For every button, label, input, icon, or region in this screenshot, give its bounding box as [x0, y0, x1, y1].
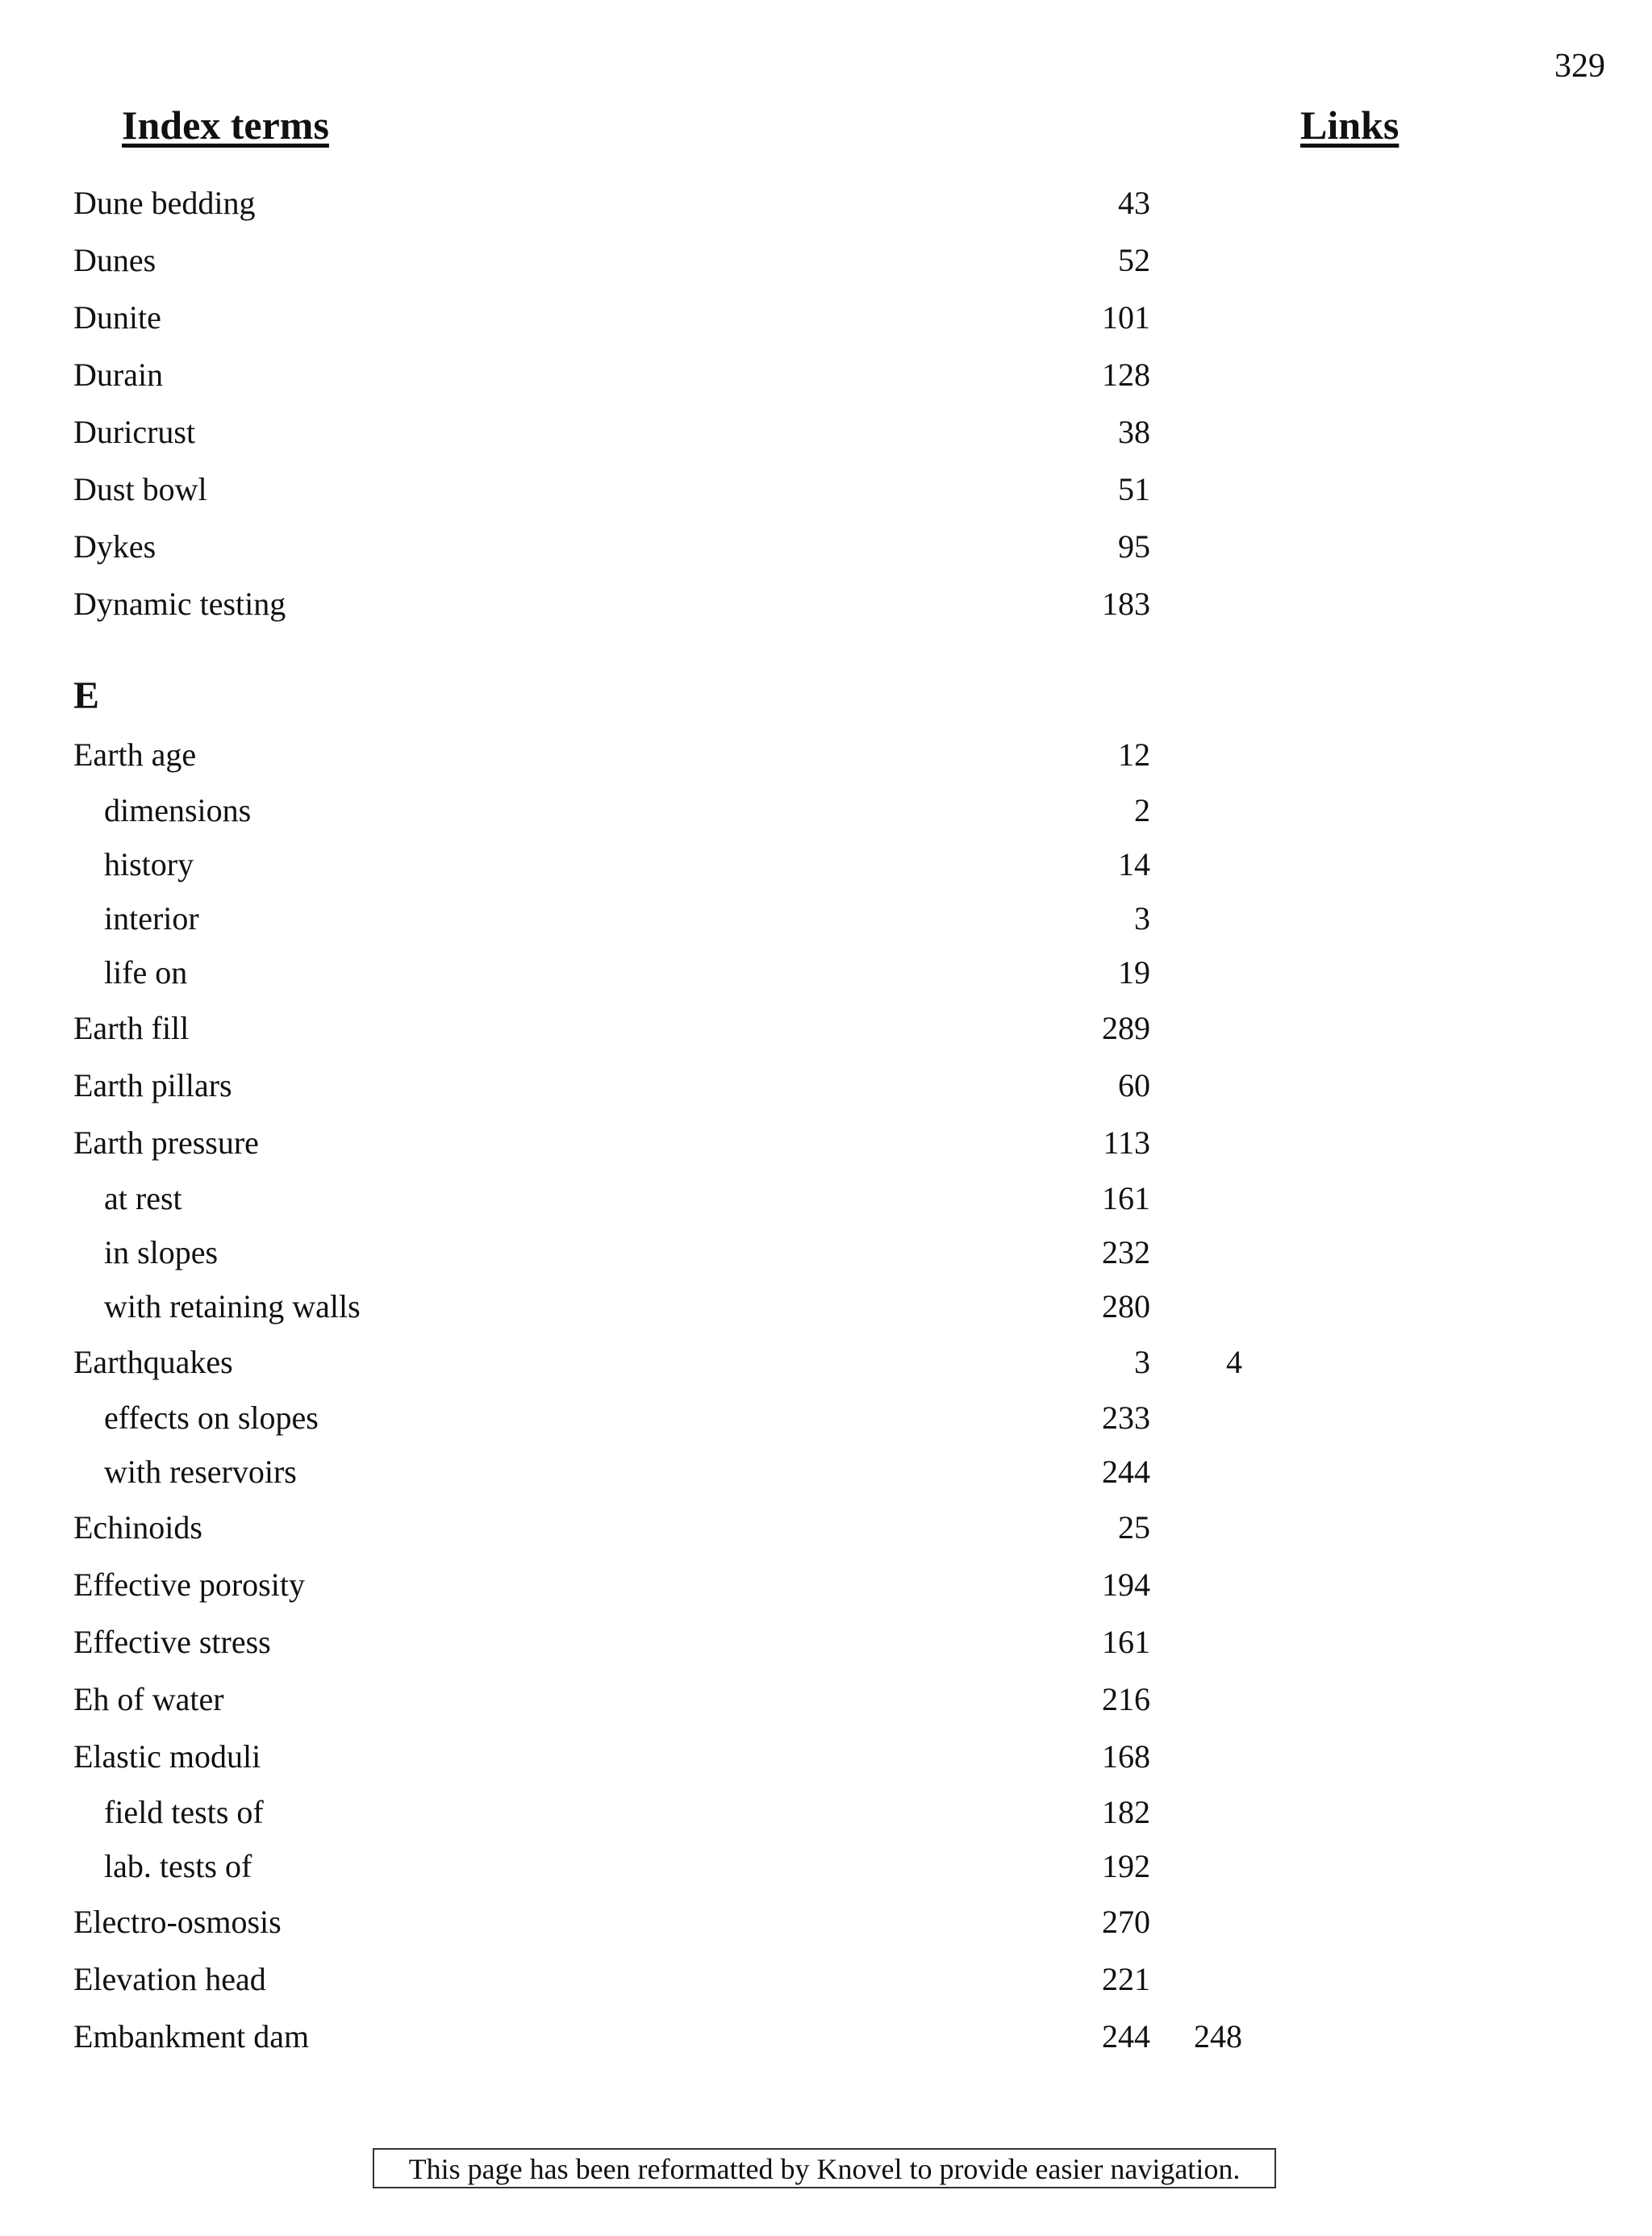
page-link[interactable]: 101: [1102, 299, 1150, 336]
page-link[interactable]: 3: [1134, 1344, 1150, 1380]
index-term: Embankment dam: [73, 2018, 310, 2055]
page-link[interactable]: 244: [1102, 2018, 1150, 2055]
index-subentry: [0, 1225, 1652, 1279]
index-term: Dykes: [73, 528, 156, 565]
index-entry: [0, 174, 1652, 232]
index-entry: [0, 1499, 1652, 1556]
page-link[interactable]: 12: [1118, 736, 1150, 773]
page-link[interactable]: 280: [1102, 1288, 1150, 1324]
index-term: at rest: [104, 1180, 182, 1216]
page-link[interactable]: 232: [1102, 1234, 1150, 1270]
index-term: interior: [104, 900, 199, 937]
index-subentry: [0, 891, 1652, 945]
index-term: Durain: [73, 357, 164, 393]
index-term: Earth age: [73, 736, 197, 773]
index-term: Electro-osmosis: [73, 1904, 282, 1940]
index-subentry: [0, 1279, 1652, 1333]
index-term: Dune bedding: [73, 185, 256, 221]
index-entry: [0, 999, 1652, 1057]
index-entry: [0, 2008, 1652, 2065]
page-link[interactable]: 270: [1102, 1904, 1150, 1940]
page-link[interactable]: 43: [1118, 185, 1150, 221]
index-subentry: [0, 945, 1652, 999]
index-term: Elevation head: [73, 1961, 266, 1997]
page-link[interactable]: 168: [1102, 1738, 1150, 1775]
section-letter-e: E: [73, 674, 100, 717]
index-term: Dunite: [73, 299, 161, 336]
page-link[interactable]: 182: [1102, 1794, 1150, 1830]
page-link[interactable]: 38: [1118, 414, 1150, 450]
index-term: field tests of: [104, 1794, 264, 1830]
index-term: Eh of water: [73, 1681, 224, 1717]
index-term: Dunes: [73, 242, 156, 278]
index-term: dimensions: [104, 792, 252, 828]
index-term: lab. tests of: [104, 1848, 252, 1884]
page-link[interactable]: 244: [1102, 1454, 1150, 1490]
knovel-footer-note: This page has been reformatted by Knovel to provide easier navigation.: [373, 2148, 1276, 2188]
index-terms-header: Index terms: [122, 102, 329, 148]
index-entry: [0, 1950, 1652, 2008]
index-term: Dynamic testing: [73, 586, 286, 622]
index-entry: [0, 346, 1652, 403]
page-link[interactable]: 216: [1102, 1681, 1150, 1717]
page-link[interactable]: 161: [1102, 1180, 1150, 1216]
page-link[interactable]: 2: [1134, 792, 1150, 828]
index-term: life on: [104, 954, 188, 991]
index-subentry: [0, 783, 1652, 837]
index-term: Echinoids: [73, 1509, 202, 1546]
page-link[interactable]: 192: [1102, 1848, 1150, 1884]
index-entry: [0, 1613, 1652, 1671]
page-link[interactable]: 248: [1194, 2018, 1242, 2055]
index-entry: [0, 1728, 1652, 1785]
page-link[interactable]: 289: [1102, 1010, 1150, 1046]
index-term: effects on slopes: [104, 1400, 319, 1436]
page-link[interactable]: 19: [1118, 954, 1150, 991]
index-subentry: [0, 1445, 1652, 1499]
page-link[interactable]: 95: [1118, 528, 1150, 565]
index-subentry: [0, 1785, 1652, 1839]
index-subentry: [0, 1171, 1652, 1225]
index-term: Earth pillars: [73, 1067, 232, 1103]
index-group-d: [0, 174, 1652, 632]
page-link[interactable]: 51: [1118, 471, 1150, 507]
index-term: Earthquakes: [73, 1344, 233, 1380]
index-entry: [0, 232, 1652, 289]
index-entry: [0, 461, 1652, 518]
index-term: Earth pressure: [73, 1124, 259, 1161]
index-entry: [0, 726, 1652, 783]
index-subentry: [0, 837, 1652, 891]
page-link[interactable]: 3: [1134, 900, 1150, 937]
page-link[interactable]: 221: [1102, 1961, 1150, 1997]
page-link[interactable]: 25: [1118, 1509, 1150, 1546]
index-term: with reservoirs: [104, 1454, 297, 1490]
index-term: Effective stress: [73, 1624, 271, 1660]
index-group-e: [0, 726, 1652, 2065]
index-entry: [0, 1556, 1652, 1613]
page-number: 329: [1554, 48, 1605, 85]
index-term: history: [104, 846, 194, 882]
index-entry: [0, 403, 1652, 461]
index-term: Dust bowl: [73, 471, 207, 507]
index-term: with retaining walls: [104, 1288, 361, 1324]
page-link[interactable]: 161: [1102, 1624, 1150, 1660]
index-entry: [0, 289, 1652, 346]
index-entry: [0, 1893, 1652, 1950]
index-subentry: [0, 1839, 1652, 1893]
page-link[interactable]: 233: [1102, 1400, 1150, 1436]
links-header: Links: [1300, 102, 1400, 148]
page-link[interactable]: 4: [1226, 1344, 1242, 1380]
index-subentry: [0, 1391, 1652, 1445]
page-link[interactable]: 52: [1118, 242, 1150, 278]
page-link[interactable]: 183: [1102, 586, 1150, 622]
page-link[interactable]: 113: [1103, 1124, 1150, 1161]
index-entry: [0, 1114, 1652, 1171]
index-term: Earth fill: [73, 1010, 190, 1046]
index-term: in slopes: [104, 1234, 219, 1270]
index-entry: [0, 1671, 1652, 1728]
index-entry: [0, 518, 1652, 575]
index-term: Effective porosity: [73, 1566, 305, 1603]
page-link[interactable]: 14: [1118, 846, 1150, 882]
page-link[interactable]: 128: [1102, 357, 1150, 393]
index-entry: [0, 1057, 1652, 1114]
index-term: Duricrust: [73, 414, 196, 450]
page-link[interactable]: 60: [1118, 1067, 1150, 1103]
index-term: Elastic moduli: [73, 1738, 261, 1775]
index-entries: [0, 174, 1652, 2065]
index-entry: [0, 1333, 1652, 1391]
page-link[interactable]: 194: [1102, 1566, 1150, 1603]
index-entry: [0, 575, 1652, 632]
